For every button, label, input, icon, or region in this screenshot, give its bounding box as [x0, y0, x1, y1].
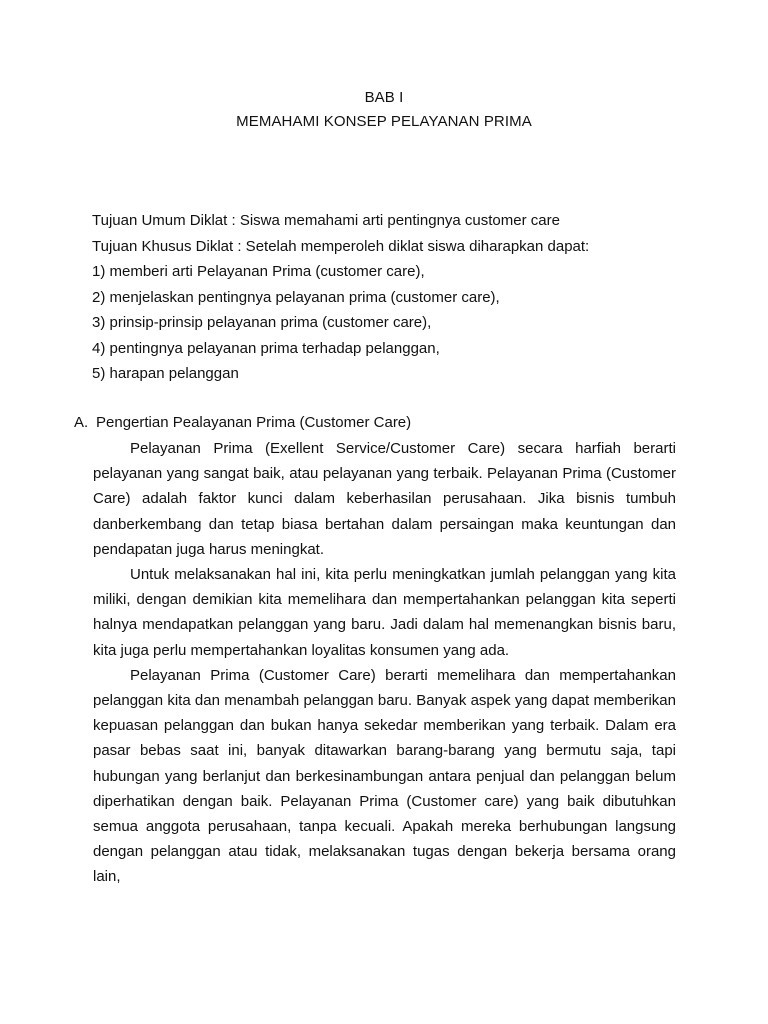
objective-item: 2) menjelaskan pentingnya pelayanan prima (customer care),: [92, 288, 500, 306]
objective-item: 3) prinsip-prinsip pelayanan prima (customer care),: [92, 314, 432, 331]
section-letter: A.: [74, 414, 89, 431]
chapter-label: BAB I: [364, 89, 404, 106]
objective-item: 1) memberi arti Pelayanan Prima (customer care),: [92, 263, 425, 280]
chapter-title: MEMAHAMI KONSEP PELAYANAN PRIMA: [236, 113, 532, 130]
section-heading: [74, 414, 411, 432]
section-heading-text: Pengertian Pealayanan Prima (Customer Care): [96, 414, 412, 431]
objective-general: Tujuan Umum Diklat : Siswa memahami arti pentingnya customer care: [92, 212, 560, 229]
objective-item: 5) harapan pelanggan: [92, 365, 239, 382]
objective-item: 4) pentingnya pelayanan prima terhadap pelanggan,: [92, 339, 440, 357]
objective-specific: Tujuan Khusus Diklat : Setelah memperoleh diklat siswa diharapkan dapat:: [92, 237, 590, 255]
objectives-list: [92, 212, 692, 391]
body-paragraph: Pelayanan Prima (Customer Care) berarti memelihara dan mempertahankan pelanggan kita dan menambah pelanggan baru. Banyak aspek yang dapat memberikan kepuasan pelanggan dan bukan hanya sekedar memberikan yang terbaik. Dalam era pasar bebas saat ini, banyak ditawarkan barang-barang yang bermutu saja, tapi hubungan yang berlanjut dan berkesinambungan antara penjual dan pelanggan belum diperhatikan dengan baik. Pelayanan Prima (Customer care) yang baik dibutuhkan semua anggota perusahaan, tanpa kecuali. Apakah mereka berhubungan langsung dengan pelanggan atau tidak, melaksanakan tugas dengan bekerja bersama orang lain,: [93, 666, 676, 886]
body-paragraph: Pelayanan Prima (Exellent Service/Customer Care) secara harfiah berarti pelayanan yang sangat baik, atau pelayanan yang terbaik. Pelayanan Prima (Customer Care) adalah faktor kunci dalam keberhasilan perusahaan. Jika bisnis tumbuh danberkembang dan tetap biasa bertahan dalam persaingan maka keuntungan dan pendapatan juga harus meningkat.: [93, 440, 676, 558]
body-paragraph: Untuk melaksanakan hal ini, kita perlu meningkatkan jumlah pelanggan yang kita miliki, dengan demikian kita memelihara dan mempertahankan pelanggan kita seperti halnya mendapatkan pelanggan yang baru. Jadi dalam hal memenangkan bisnis baru, kita juga perlu mempertahankan loyalitas konsumen yang ada.: [93, 566, 676, 659]
section-body: [93, 436, 676, 890]
